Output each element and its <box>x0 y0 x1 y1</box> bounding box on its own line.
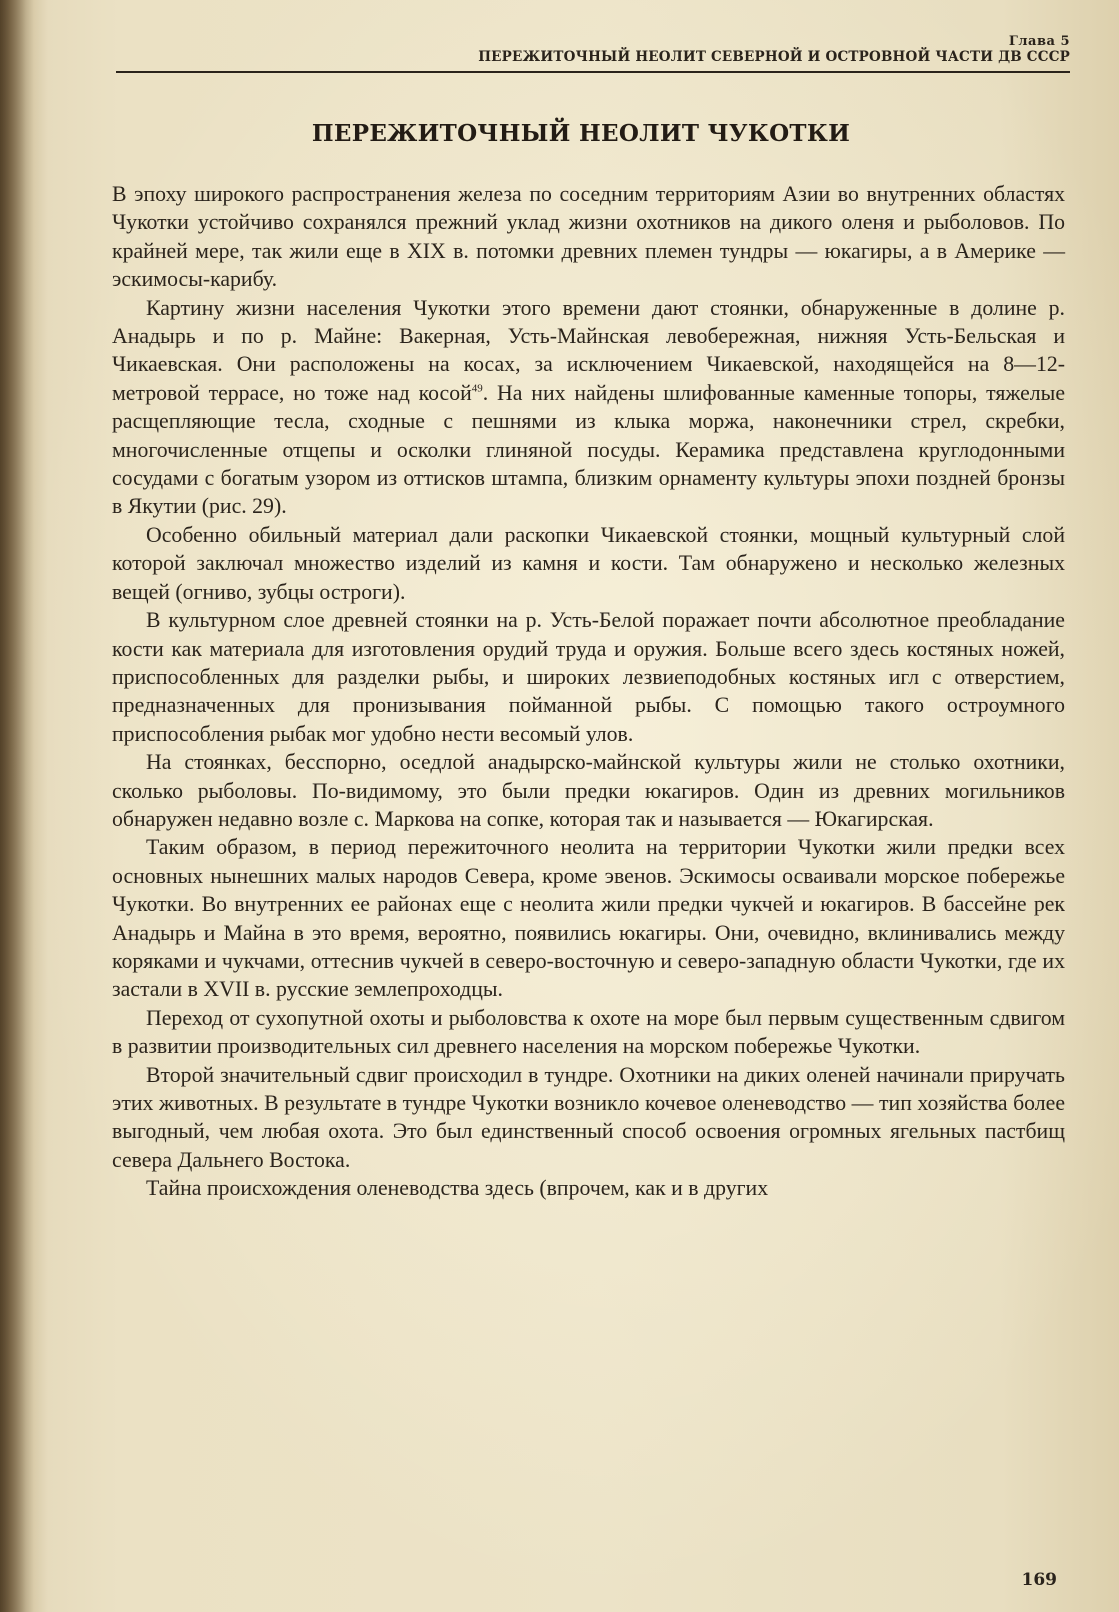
section-heading: ПЕРЕЖИТОЧНЫЙ НЕОЛИТ ЧУКОТКИ <box>311 120 851 147</box>
chapter-running-title: ПЕРЕЖИТОЧНЫЙ НЕОЛИТ СЕВЕРНОЙ И ОСТРОВНОЙ ЧАСТИ ДВ СССР <box>478 49 1070 65</box>
chapter-label: Глава 5 <box>1008 34 1070 49</box>
paragraph-7: Переход от сухопутной охоты и рыболовства к охоте на море был первым существенным сдвигом в развитии производительных сил древнего населения на морском побережье Чукотки. <box>112 1005 1065 1059</box>
paragraph-9: Тайна происхождения оленеводства здесь (впрочем, как и в других <box>146 1176 769 1201</box>
body-text <box>112 180 1065 1203</box>
paragraph-1: В эпоху широкого распространения железа по соседним территориям Азии во внутренних областях Чукотки устойчиво сохранялся прежний уклад жизни охотников на дикого оленя и рыболовов. По крайней мере, так жили еще в XIX в. потомки древних племен тундры — юкагиры, а в Америке — эскимосы-карибу. <box>112 182 1065 292</box>
paragraph-5: На стоянках, бесспорно, оседлой анадырско-майнской культуры жили не столько охотники, сколько рыболовы. По-видимому, это были предки юкагиров. Один из древних могильников обнаружен недавно возле с. Маркова на сопке, которая так и называется — Юкагирская. <box>112 750 1065 831</box>
paragraph-2 <box>112 294 1065 521</box>
paragraph-4: В культурном слое древней стоянки на р. Усть-Белой поражает почти абсолютное преобладание кости как материала для изготовления орудий труда и оружия. Больше всего здесь костяных ножей, приспособленных для разделки рыбы, и широких лезвиеподобных костяных игл с отверстием, предназначенных для пронизывания пойманной рыбы. С помощью такого остроумного приспособления рыбак мог удобно нести весомый улов. <box>112 608 1065 746</box>
paragraph-8: Второй значительный сдвиг происходил в тундре. Охотники на диких оленей начинали приручать этих животных. В результате в тундре Чукотки возникло кочевое оленеводство — тип хозяйства более выгодный, чем любая охота. Это был единственный способ освоения огромных ягельных пастбищ севера Дальнего Востока. <box>112 1062 1065 1172</box>
page-number: 169 <box>1021 1570 1057 1590</box>
paragraph-6: Таким образом, в период пережиточного неолита на территории Чукотки жили предки всех основных нынешних малых народов Севера, кроме эвенов. Эскимосы осваивали морское побережье Чукотки. Во внутренних ее районах еще с неолита жили предки чукчей и юкагиров. В бассейне рек Анадырь и Майна в это время, вероятно, появились юкагиры. Они, очевидно, вклинивались между коряками и чукчами, оттеснив чукчей в северо-восточную и северо-западную области Чукотки, где их застали в XVII в. русские землепроходцы. <box>112 835 1065 1002</box>
paragraph-3: Особенно обильный материал дали раскопки Чикаевской стоянки, мощный культурный слой которой заключал множество изделий из камня и кости. Там обнаружено и несколько железных вещей (огниво, зубцы остроги). <box>112 522 1065 604</box>
footnote-ref-49: 49 <box>471 382 483 395</box>
running-head <box>116 34 1070 65</box>
paragraph-2-text-b: . На них найдены шлифованные каменные топоры, тяжелые расщепляющие тесла, сходные с пешнями из клыка моржа, наконечники стрел, скребки, многочисленные отщепы и осколки глиняной посуды. Керамика представлена круглодонными сосудами с богатым узором из оттисков штампа, близким орнаменту культуры эпохи поздней бронзы в Якутии (рис. 29). <box>112 380 1065 519</box>
paragraph-2-text-a: Картину жизни населения Чукотки этого времени дают стоянки, обнаруженные в долине р. Анадырь и по р. Майне: Вакерная, Усть-Майнская левобережная, нижняя Усть-Бельская и Чикаевская. Они расположены на косах, за исключением Чикаевской, находящейся на 8—12-метровой террасе, но тоже над косой <box>112 295 1065 405</box>
header-rule <box>116 71 1070 73</box>
